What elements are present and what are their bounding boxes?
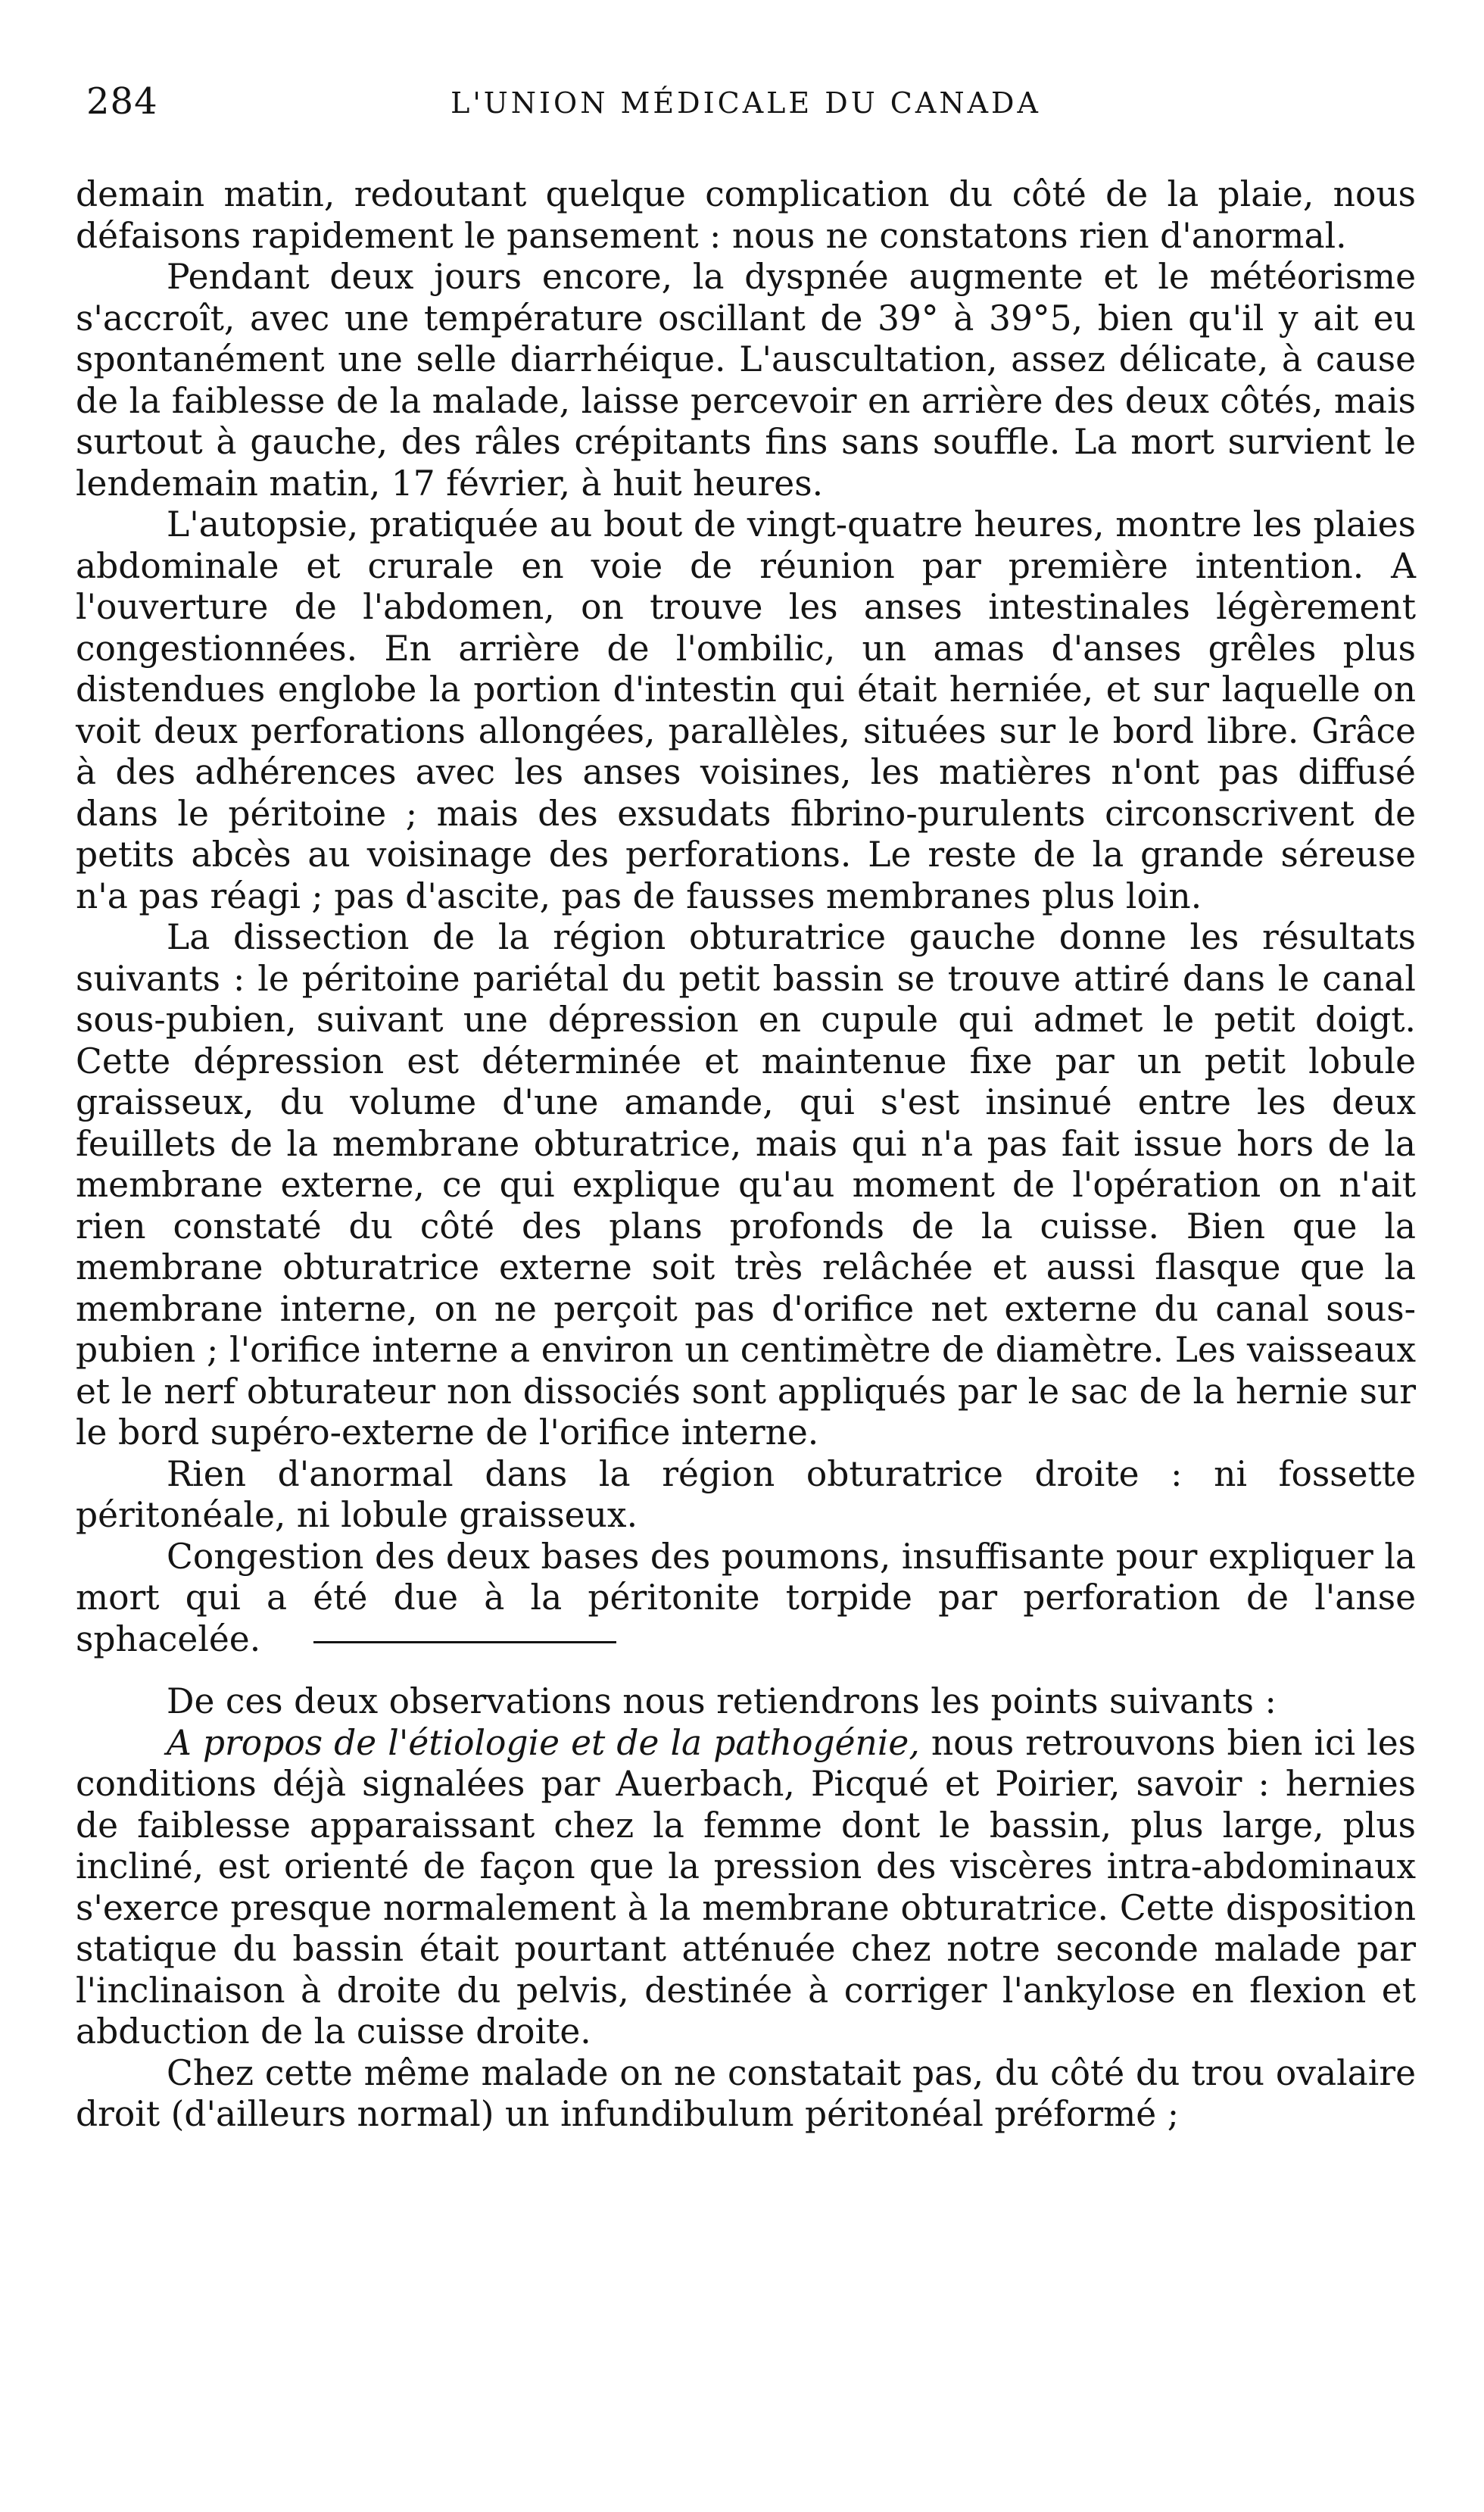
page-number: 284 xyxy=(86,80,158,123)
section-spacer xyxy=(76,1660,1416,1681)
paragraph-with-rule xyxy=(76,1537,1416,1661)
body-text xyxy=(76,174,1416,2136)
running-head xyxy=(76,76,1416,144)
document-page xyxy=(76,76,1416,2484)
journal-title: L'UNION MÉDICALE DU CANADA xyxy=(450,86,1041,120)
italic-lead: A propos de l'étiologie et de la pathogénie, xyxy=(167,1722,920,1763)
paragraph: Rien d'anormal dans la région obturatrice droite : ni fossette péritonéale, ni lobule graisseux. xyxy=(76,1453,1416,1535)
paragraph: demain matin, redoutant quelque complication du côté de la plaie, nous défaisons rapidement le pansement : nous ne constatons rien d'anormal. xyxy=(76,174,1416,256)
paragraph: La dissection de la région obturatrice gauche donne les résultats suivants : le péritoine pariétal du petit bassin se trouve attiré dans le canal sous-pubien, suivant une dépression en cupule qui admet le petit doigt. Cette dépression est déterminée et maintenue fixe par un petit lobule graisseux, du volume d'une amande, qui s'est insinué entre les deux feuillets de la membrane obturatrice, mais qui n'a pas fait issue hors de la membrane externe, ce qui explique qu'au moment de l'opération on n'ait rien constaté du côté des plans profonds de la cuisse. Bien que la membrane obturatrice externe soit très relâchée et aussi flasque que la membrane interne, on ne perçoit pas d'orifice net externe du canal sous-pubien ; l'orifice interne a environ un centimètre de diamètre. Les vaisseaux et le nerf obturateur non dissociés sont appliqués par le sac de la hernie sur le bord supéro-externe de l'orifice interne. xyxy=(76,917,1416,1453)
paragraph: Chez cette même malade on ne constatait pas, du côté du trou ovalaire droit (d'ailleurs normal) un infundibulum péritonéal préformé ; xyxy=(76,2052,1416,2134)
paragraph-text: Congestion des deux bases des poumons, insuffisante pour expliquer la mort qui a été due à la péritonite torpide par perforation de l'anse sphacelée. xyxy=(76,1536,1416,1659)
paragraph: De ces deux observations nous retiendrons les points suivants : xyxy=(167,1681,1277,1721)
paragraph-text: nous retrouvons bien ici les conditions déjà signalées par Auerbach, Picqué et Poirier, savoir : hernies de faiblesse apparaissant chez la femme dont le bassin, plus large, plus incliné, est orienté de façon que la pression des viscères intra-abdominaux s'exerce presque normalement à la membrane obturatrice. Cette disposition statique du bassin était pourtant atténuée chez notre seconde malade par l'inclinaison à droite du pelvis, destinée à corriger l'ankylose en flexion et abduction de la cuisse droite. xyxy=(76,1722,1416,2052)
paragraph: Pendant deux jours encore, la dyspnée augmente et le météorisme s'accroît, avec une température oscillant de 39° à 39°5, bien qu'il y ait eu spontanément une selle diarrhéique. L'auscultation, assez délicate, à cause de la faiblesse de la malade, laisse percevoir en arrière des deux côtés, mais surtout à gauche, des râles crépitants fins sans souffle. La mort survient le lendemain matin, 17 février, à huit heures. xyxy=(76,257,1416,504)
paragraph: L'autopsie, pratiquée au bout de vingt-quatre heures, montre les plaies abdominale et crurale en voie de réunion par première intention. A l'ouverture de l'abdomen, on trouve les anses intestinales légèrement congestionnées. En arrière de l'ombilic, un amas d'anses grêles plus distendues englobe la portion d'intestin qui était herniée, et sur laquelle on voit deux perforations allongées, parallèles, situées sur le bord libre. Grâce à des adhérences avec les anses voisines, les matières n'ont pas diffusé dans le péritoine ; mais des exsudats fibrino-purulents circonscrivent de petits abcès au voisinage des perforations. Le reste de la grande séreuse n'a pas réagi ; pas d'ascite, pas de fausses membranes plus loin. xyxy=(76,504,1416,916)
paragraph xyxy=(76,1723,1416,2053)
